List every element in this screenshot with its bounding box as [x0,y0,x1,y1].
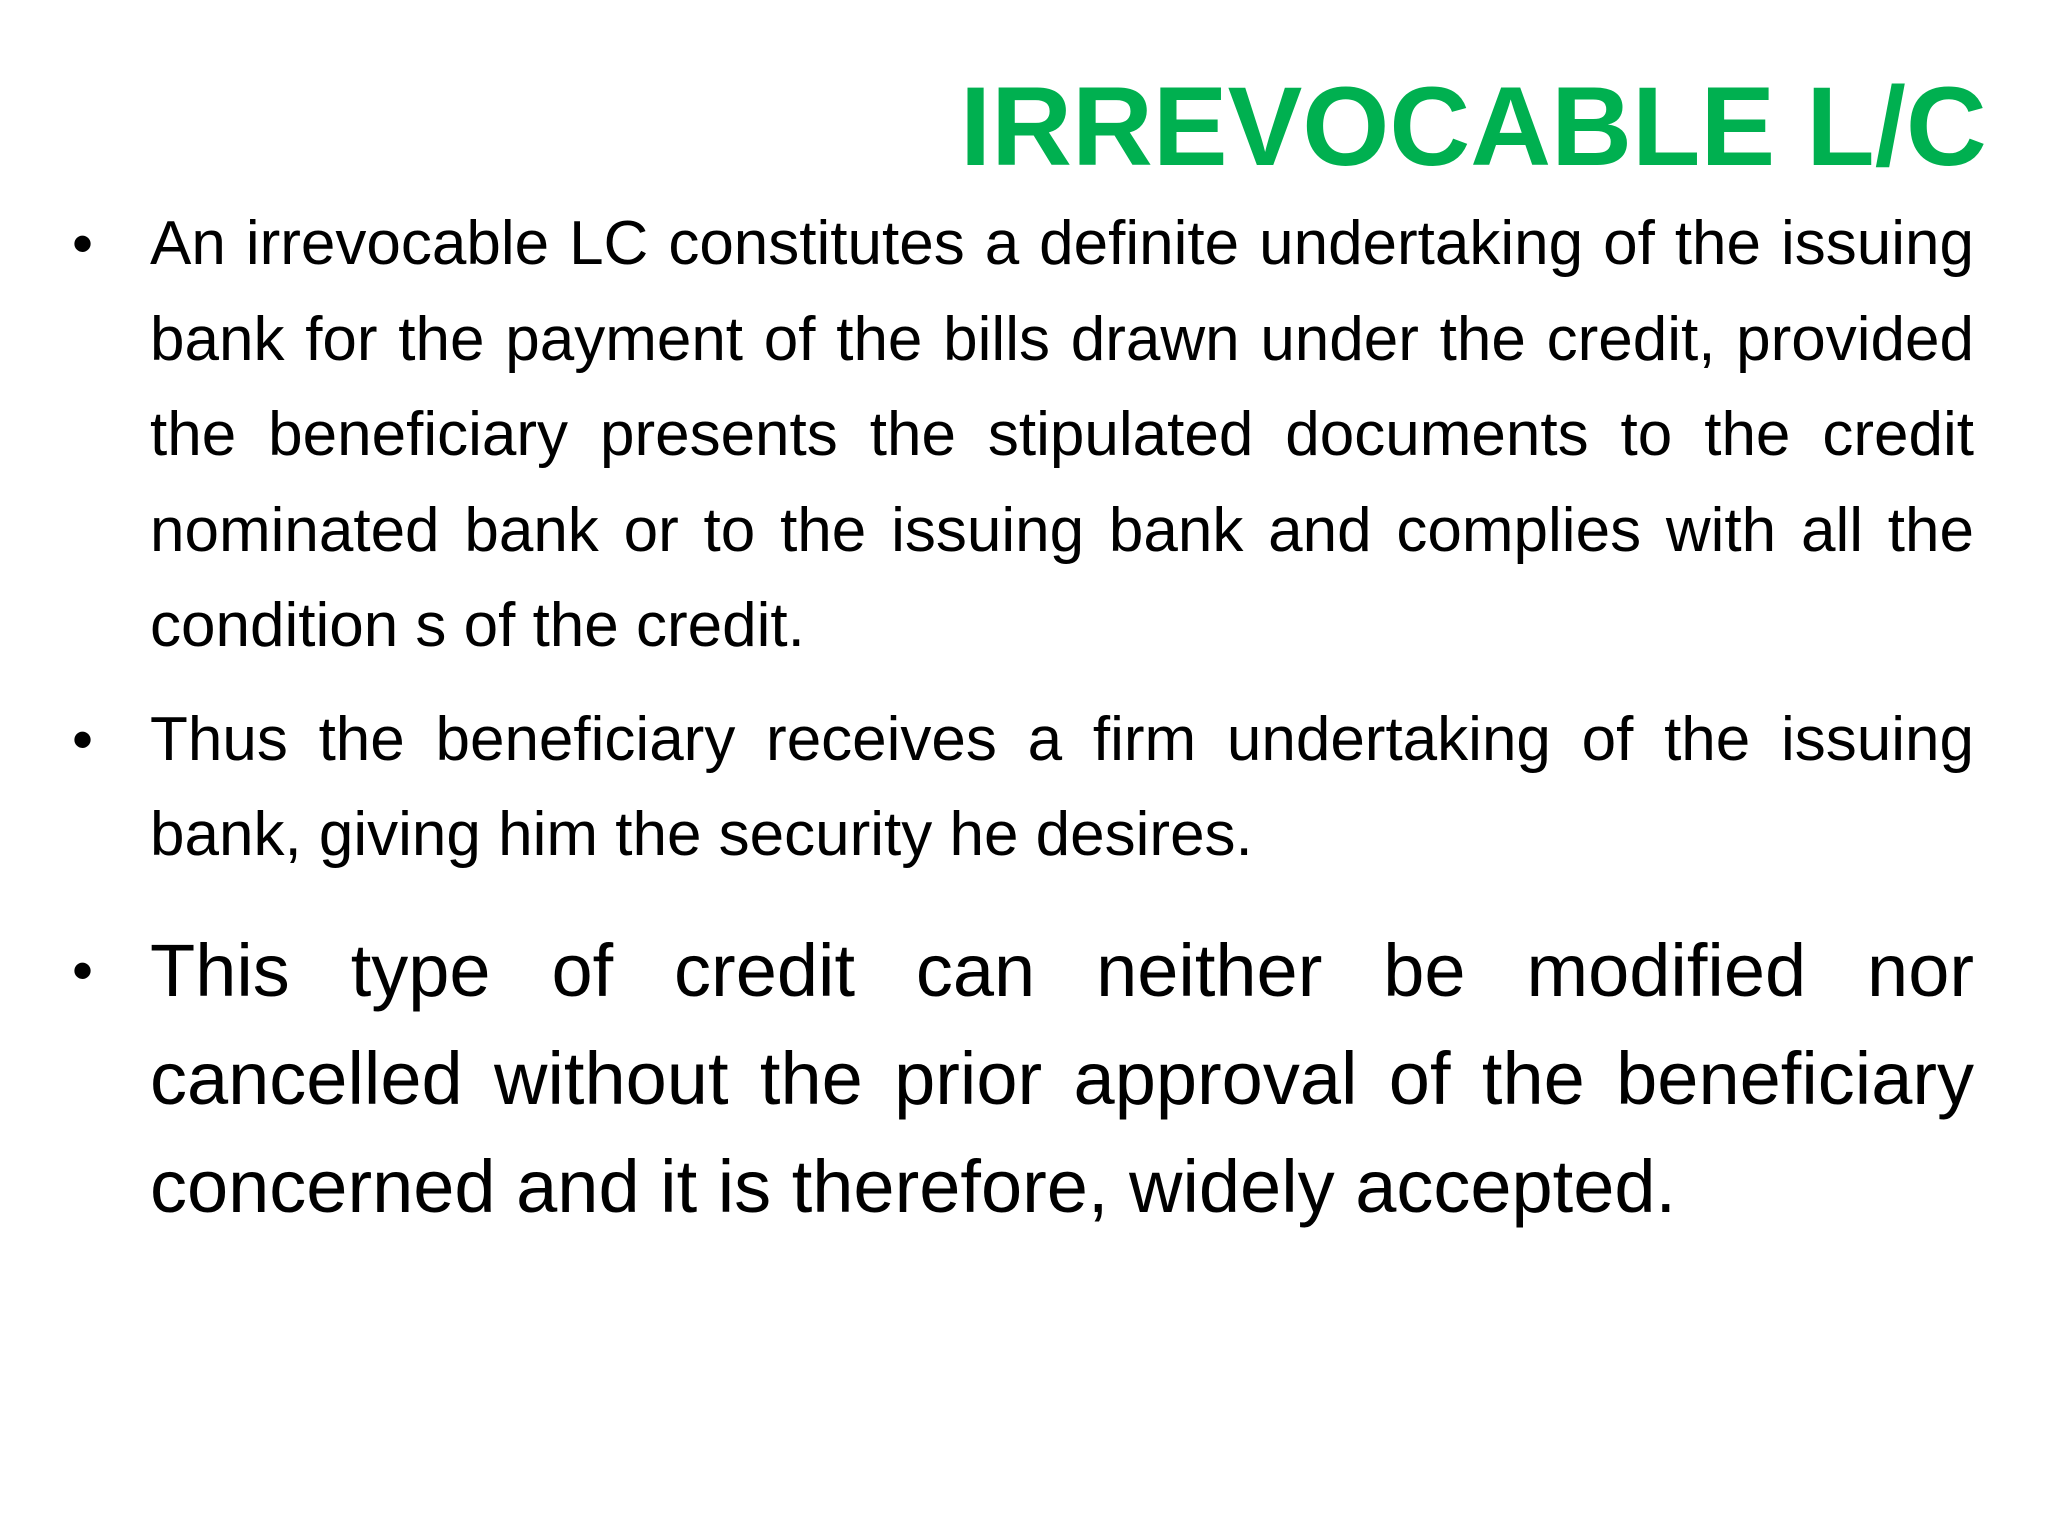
bullet-list [70,196,1974,1241]
bullet-icon: • [72,705,94,773]
bullet-item [70,917,1974,1241]
bullet-item [70,196,1974,674]
bullet-item [70,692,1974,883]
bullet-icon: • [72,210,94,277]
bullet-icon: • [72,936,94,1004]
bullet-text: This type of credit can neither be modified nor cancelled without the prior approval of the beneficiary concerned and it is therefore, widely accepted. [150,928,1974,1228]
bullet-text: An irrevocable LC constitutes a definite undertaking of the issuing bank for the payment of the bills drawn under the credit, provided the beneficiary presents the stipulated documents to the credit nominated bank or to the issuing bank and complies with all the condition s of the credit. [150,209,1974,660]
bullet-text: Thus the beneficiary receives a firm undertaking of the issuing bank, giving him the security he desires. [150,704,1974,869]
slide-title: IRREVOCABLE L/C [960,64,1987,189]
